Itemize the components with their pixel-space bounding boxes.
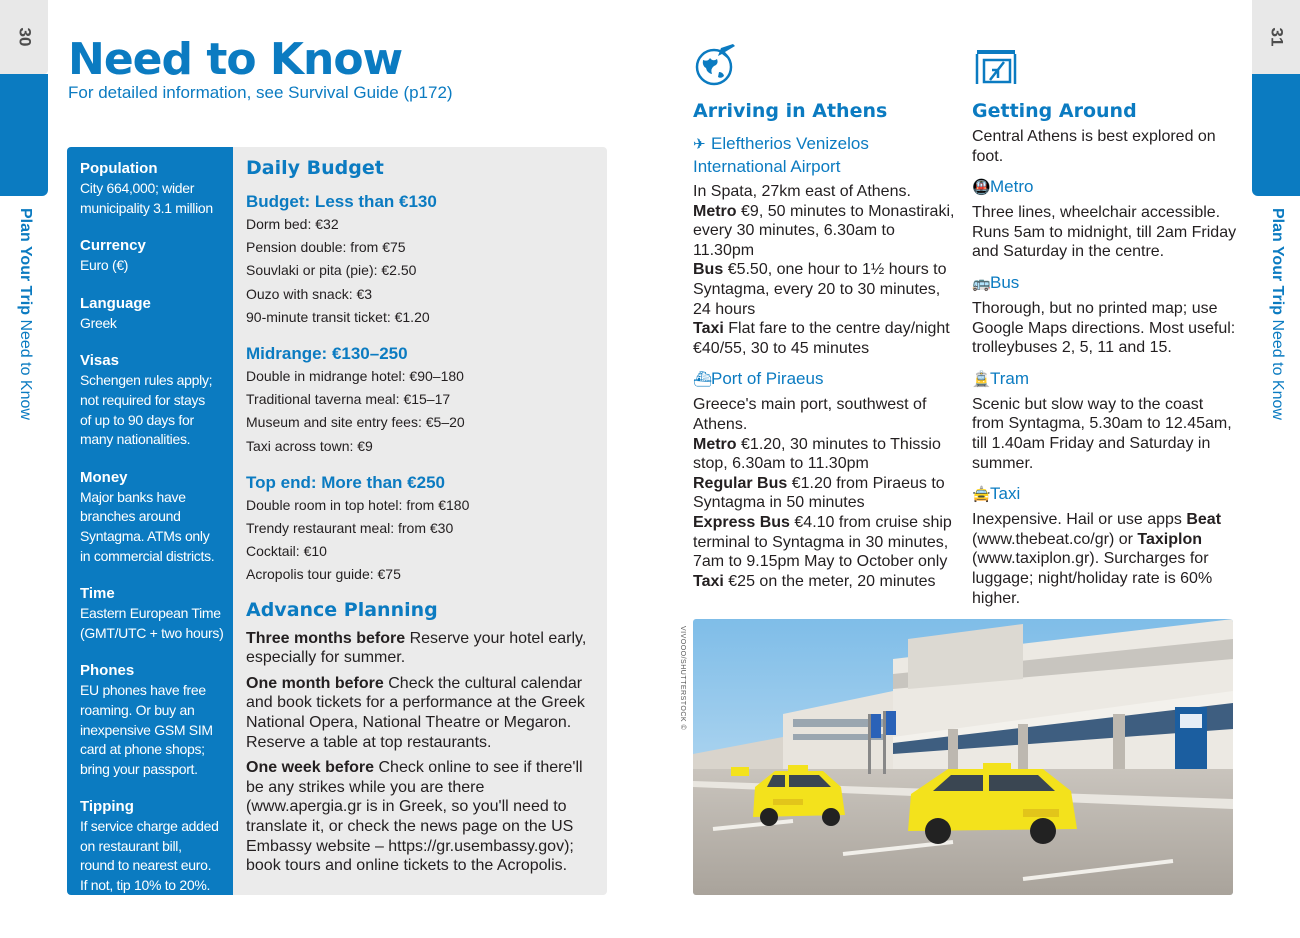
transport-modes <box>972 176 1237 473</box>
fact-line: inexpensive GSM SIM <box>80 721 213 738</box>
chapter-tab-right <box>1252 74 1300 196</box>
airport-heading <box>693 133 955 178</box>
chapter-tab-left <box>0 74 48 196</box>
page-number-left: 30 <box>14 27 34 47</box>
fact-line: card at phone shops; <box>80 741 205 758</box>
transport-row: Metro €1.20, 30 minutes to Thissio stop, 6.30am to 11.30pm <box>693 435 941 473</box>
fact-line: of up to 90 days for <box>80 411 194 428</box>
fact-phones <box>80 661 225 779</box>
fact-heading: Visas <box>80 352 119 370</box>
planning-item: One week before Check online to see if there'll be any strikes while you are there (www.apergia.gr is in Greek, so you'll need to translate it, or check the news page on the US Embassy website – https://gr.usembassy.gov); book tours and online tickets to the Acropolis. <box>246 759 583 875</box>
transport-sign-icon <box>972 40 1020 88</box>
fact-line: EU phones have free <box>80 682 206 699</box>
fact-line: Greek <box>80 314 117 331</box>
fact-line: municipality 3.1 million <box>80 199 213 216</box>
getting-around-title: Getting Around <box>972 100 1137 122</box>
mode-text: Thorough, but no printed map; use Google Maps directions. Most useful: trolleybuses 2, 5, 11 and 15. <box>972 299 1236 357</box>
fact-heading: Population <box>80 160 158 177</box>
fact-time <box>80 584 225 643</box>
plane-icon: ✈ <box>693 136 706 153</box>
page-number-tab-left <box>0 0 48 74</box>
fact-population <box>80 159 225 218</box>
fact-line: in commercial districts. <box>80 547 215 564</box>
fact-money <box>80 468 225 566</box>
fact-heading: Time <box>80 585 115 603</box>
facts-column <box>67 147 233 895</box>
side-label-right <box>1252 208 1300 438</box>
fact-line: roaming. Or buy an <box>80 701 195 718</box>
metro-icon: 🚇 <box>972 179 991 197</box>
transport-row: Taxi Flat fare to the centre day/night €40/55, 30 to 45 minutes <box>693 320 950 357</box>
fact-line: If not, tip 10% to 20%. <box>80 877 211 894</box>
taxi-icon: 🚖 <box>972 486 991 504</box>
budget-item: Cocktail: €10 <box>246 543 327 560</box>
page-title: Need to Know <box>68 34 403 85</box>
arriving-title: Arriving in Athens <box>693 100 888 122</box>
side-section-left: Plan Your Trip <box>17 208 34 315</box>
budget-item: Double room in top hotel: from €180 <box>246 496 470 513</box>
ship-icon: ⛴ <box>693 371 713 389</box>
page-number-right: 31 <box>1266 27 1286 47</box>
budget-item: Ouzo with snack: €3 <box>246 285 373 302</box>
side-chapter-right: Need to Know <box>1269 319 1286 420</box>
mode-heading-bus: 🚌Bus <box>972 272 1237 295</box>
fact-language <box>80 294 225 334</box>
budget-item: Acropolis tour guide: €75 <box>246 566 401 583</box>
taxi-text: Inexpensive. Hail or use apps Beat (www.thebeat.co/gr) or Taxiplon (www.taxiplon.gr). Surcharges for luggage; night/holiday rate is 60% higher. <box>972 511 1222 607</box>
fact-line: (GMT/UTC + two hours) <box>80 624 224 641</box>
airport-heading-text: Eleftherios Venizelos International Airport <box>693 134 869 176</box>
budget-item: Museum and site entry fees: €5–20 <box>246 414 465 431</box>
airport-taxi-photo <box>693 619 1233 895</box>
port-heading-text: Port of Piraeus <box>711 369 824 389</box>
taxi-heading <box>972 483 1237 506</box>
transport-row: Express Bus €4.10 from cruise ship terminal to Syntagma in 30 minutes, 7am to 9.15pm May to October only <box>693 513 952 571</box>
globe-plane-icon <box>693 40 741 88</box>
planning-item: Three months before Reserve your hotel early, especially for summer. <box>246 629 587 667</box>
budget-item: Souvlaki or pita (pie): €2.50 <box>246 262 417 279</box>
budget-tier-heading: Midrange: €130–250 <box>246 344 408 364</box>
fact-line: Eastern European Time <box>80 605 221 622</box>
fact-heading: Currency <box>80 237 146 255</box>
fact-heading: Money <box>80 468 128 486</box>
tram-icon: 🚊 <box>972 370 991 388</box>
photo-credit: VIVOOO/SHUTTERSTOCK © <box>679 626 686 731</box>
fact-visas <box>80 351 225 449</box>
fact-heading: Tipping <box>80 798 134 816</box>
fact-line: City 664,000; wider <box>80 180 195 196</box>
taxi-heading-text: Taxi <box>990 484 1021 504</box>
budget-item: Dorm bed: €32 <box>246 216 339 232</box>
advance-planning-title: Advance Planning <box>246 598 438 621</box>
getting-around-intro: Central Athens is best explored on foot. <box>972 128 1216 165</box>
transport-row: Metro €9, 50 minutes to Monastiraki, every 30 minutes, 6.30am to 11.30pm <box>693 202 955 259</box>
budget-item: Double in midrange hotel: €90–180 <box>246 368 464 385</box>
mode-text: Scenic but slow way to the coast from Syntagma, 5.30am to 12.45am, till 1.40am Friday and Saturday in summer. <box>972 395 1232 472</box>
planning-item: One month before Check the cultural calendar and book tickets for a performance at the Greek National Opera, National Theatre or Megaron. Reserve a table at top restaurants. <box>246 674 585 751</box>
daily-budget-title: Daily Budget <box>246 157 384 179</box>
fact-line: Major banks have <box>80 488 186 505</box>
bus-icon: 🚌 <box>972 274 991 292</box>
mode-heading-tram: 🚊Tram <box>972 368 1237 391</box>
side-section-right: Plan Your Trip <box>1269 208 1286 315</box>
fact-line: branches around <box>80 508 181 525</box>
budget-tier-heading: Budget: Less than €130 <box>246 192 437 211</box>
airport-intro: In Spata, 27km east of Athens. <box>693 183 911 200</box>
port-intro: Greece's main port, southwest of Athens. <box>693 396 927 433</box>
port-rows <box>693 435 955 592</box>
fact-heading: Language <box>80 294 151 312</box>
getting-around-column <box>972 40 1237 608</box>
fact-heading: Phones <box>80 662 135 680</box>
fact-line: on restaurant bill, <box>80 837 182 854</box>
budget-panel <box>233 147 607 895</box>
transport-row: Regular Bus €1.20 from Piraeus to Syntagma in 50 minutes <box>693 474 945 512</box>
fact-line: round to nearest euro. <box>80 857 212 874</box>
transport-row: Taxi €25 on the meter, 20 minutes <box>693 572 936 590</box>
planning-list <box>246 629 595 876</box>
airport-rows <box>693 202 955 359</box>
fact-tipping <box>80 797 225 895</box>
budget-item: Trendy restaurant meal: from €30 <box>246 520 454 537</box>
fact-line: not required for stays <box>80 391 205 408</box>
budget-item: Traditional taverna meal: €15–17 <box>246 391 451 408</box>
fact-line: Schengen rules apply; <box>80 372 213 389</box>
mode-heading-metro: 🚇Metro <box>972 176 1237 199</box>
port-heading <box>693 368 955 391</box>
transport-row: Bus €5.50, one hour to 1½ hours to Syntagma, every 20 to 30 minutes, 24 hours <box>693 261 947 318</box>
page-subtitle: For detailed information, see Survival Guide (p172) <box>68 83 453 102</box>
budget-item: 90-minute transit ticket: €1.20 <box>246 308 430 325</box>
arriving-column <box>693 40 955 591</box>
airport-taxi-illustration <box>693 619 1233 895</box>
fact-line: many nationalities. <box>80 431 191 448</box>
budget-tiers <box>246 191 595 587</box>
fact-line: Syntagma. ATMs only <box>80 527 210 544</box>
side-chapter-left: Need to Know <box>17 319 34 420</box>
side-label-left <box>0 208 48 438</box>
fact-currency <box>80 236 225 276</box>
budget-item: Pension double: from €75 <box>246 239 406 256</box>
fact-line: bring your passport. <box>80 760 198 777</box>
fact-line: If service charge added <box>80 818 219 835</box>
mode-text: Three lines, wheelchair accessible. Runs 5am to midnight, till 2am Friday and Saturday in the centre. <box>972 204 1237 261</box>
budget-tier-heading: Top end: More than €250 <box>246 472 445 492</box>
budget-item: Taxi across town: €9 <box>246 437 373 454</box>
fact-line: Euro (€) <box>80 257 129 274</box>
page-number-tab-right <box>1252 0 1300 74</box>
